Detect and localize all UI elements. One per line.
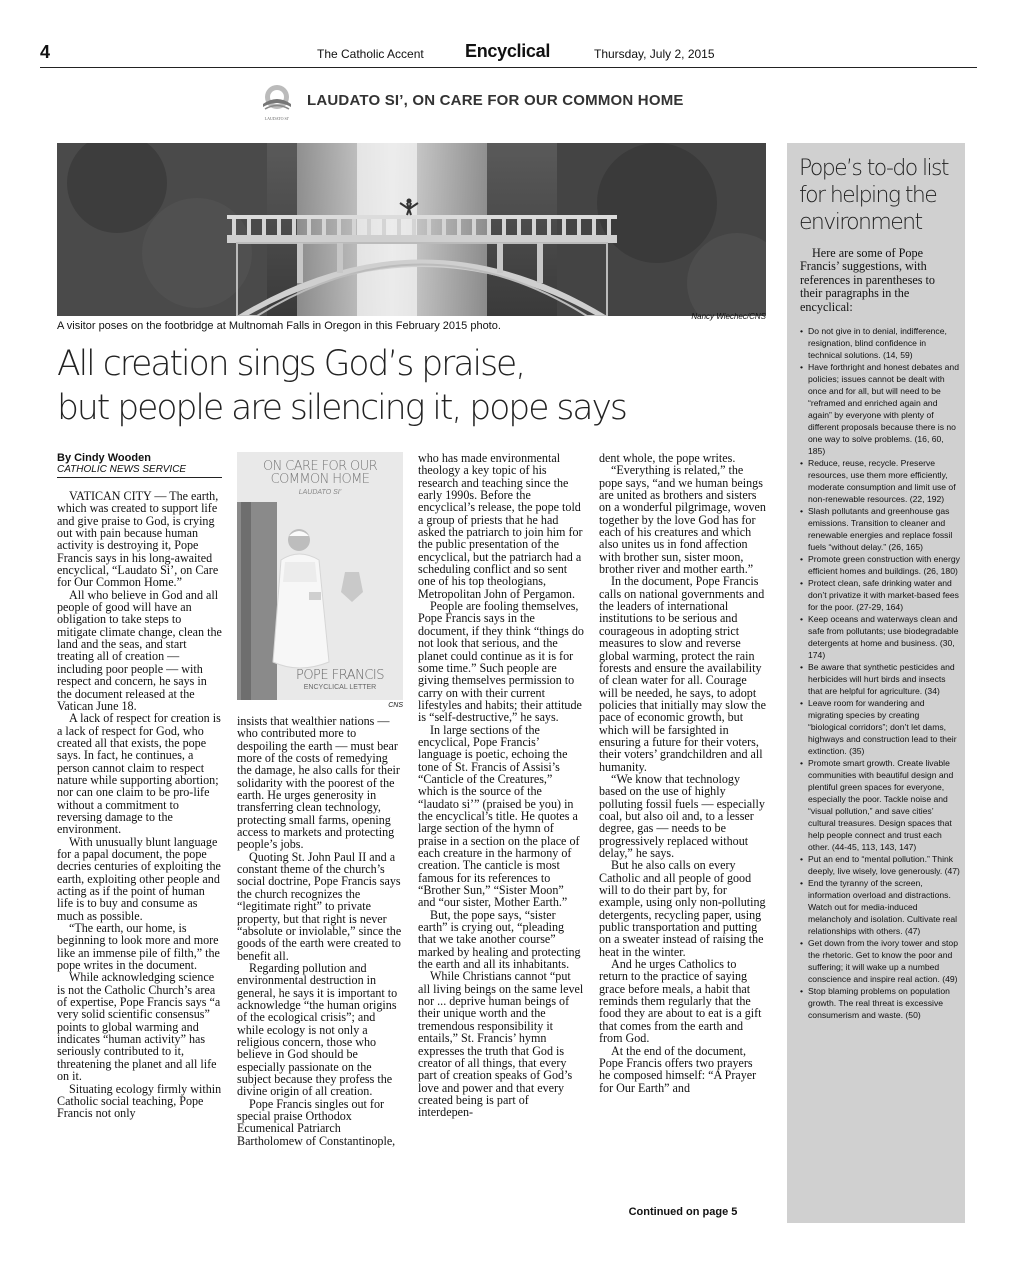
paragraph: “We know that technology based on the use of highly polluting fossil fuels — especially coal, but also oil and, to a lesser degree, gas — needs to be progressively replaced without delay,” he says. <box>599 771 765 860</box>
page-header <box>40 40 977 68</box>
logo-text: LAUDATO SI’ <box>264 116 290 121</box>
byline-org: CATHOLIC NEWS SERVICE <box>57 464 222 478</box>
list-item: • Get down from the ivory tower and stop the rhetoric. Get to know the poor and suffering; it will wake up a numbed conscience and inspire real action. (49) <box>800 937 960 985</box>
paragraph: But, the pope says, “sister earth” is crying out, “pleading that we take another course” marked by healing and protecting the earth and all its inhabitants. <box>418 907 581 972</box>
paragraph: VATICAN CITY — The earth, which was created to support life and give praise to God, is crying out with pain because human activity is destroying it, Pope Francis says in his long-awaited encyclical, “Laudato Si’, on Care for Our Common Home.” <box>57 490 219 590</box>
headline-line-2: but people are silencing it, pope says <box>57 388 626 428</box>
banner-title: LAUDATO SI’, ON CARE FOR OUR COMMON HOME <box>307 92 684 109</box>
list-item: • End the tyranny of the screen, information overload and distractions. Watch out for media-induced melancholy and isolation. Cultivate real relationships with others. (47) <box>800 877 960 937</box>
paragraph: While acknowledging science is not the Catholic Church’s area of expertise, Pope Francis says “a very solid scientific consensus” points to global warming and indicates “human activity” has seriously contributed to it, threatening the planet and all life on it. <box>57 970 221 1084</box>
cover-label: ENCYCLICAL LETTER <box>303 684 377 691</box>
paragraph: “Everything is related,” the pope says, “and we human beings are united as brothers and sisters on a wonderful pilgrimage, woven together by the love God has for each of his creatures and which also unites us in fond affection with brother sun, sister moon, brother river and mother earth.” <box>599 463 766 577</box>
encyclical-cover-image <box>237 452 403 700</box>
photo-caption: A visitor poses on the footbridge at Multnomah Falls in Oregon in this February 2015 photo. <box>57 320 501 332</box>
article-column-2 <box>237 715 403 1225</box>
list-item: • Reduce, reuse, recycle. Preserve resources, use them more efficiently, moderate consumption and limit use of non-renewable resources. (22, 192) <box>800 457 960 505</box>
cover-author-name: POPE FRANCIS <box>295 668 385 683</box>
list-item: • Stop blaming problems on population growth. The real threat is excessive consumerism and waste. (50) <box>800 985 960 1021</box>
list-item: • Keep oceans and waterways clean and safe from pollutants; use biodegradable detergents at home and business. (30, 174) <box>800 613 960 661</box>
paragraph: People are fooling themselves, Pope Francis says in the document, if they think “things do not look that serious, and the planet could continue as it is for some time.” Such people are giving themselves permission to carry on with their current lifestyles and habits; their attitude is “self-destructive,” he says. <box>418 599 584 725</box>
sidebar-list <box>800 325 960 1021</box>
laudato-si-logo <box>257 80 297 122</box>
list-item: • Put an end to “mental pollution.” Think deeply, live wisely, love generously. (47) <box>800 853 960 877</box>
sidebar-title: Pope’s to-do list for helping the environment <box>799 156 948 235</box>
pope-figure-illustration <box>237 452 403 700</box>
section-banner <box>257 80 777 122</box>
continued-jump-line: Continued on page 5 <box>628 1206 738 1218</box>
waterfall-bridge-illustration <box>57 143 766 316</box>
paragraph: Regarding pollution and environmental destruction in general, he says it is important to acknowledge “the human origins of the ecological crisis”; and while ecology is not only a religious concern, those who believe in God should be especially passionate on the subject because they profess the divine origin of all creation. <box>237 960 398 1099</box>
paragraph: But he also calls on every Catholic and all people of good will to do their part by, for example, using only non-polluting detergents, recycling paper, using public transportation and putting on a sweater instead of raising the heat in the winter. <box>599 858 766 959</box>
paragraph: Pope Francis singles out for special praise Orthodox Ecumenical Patriarch Bartholomew of Constantinople, <box>237 1096 396 1148</box>
page-number: 4 <box>40 42 51 62</box>
list-item: • Be aware that synthetic pesticides and herbicides will hurt birds and insects that are helpful for agriculture. (34) <box>800 661 960 697</box>
todo-sidebar <box>787 143 965 1223</box>
paragraph: All who believe in God and all people of good will have an obligation to take steps to mitigate climate change, clean the land and the seas, and start treating all of creation — including poor people — with respect and concern, he says in the document released at the Vatican June 18. <box>57 587 222 713</box>
paragraph: A lack of respect for creation is a lack of respect for God, who created all that exists, the pope says. In fact, he continues, a person cannot claim to respect nature while supporting abortion; nor can one claim to be pro-life without a commitment to reversing damage to the environment. <box>57 711 221 837</box>
paragraph: Situating ecology firmly within Catholic social teaching, Pope Francis not only <box>57 1081 222 1121</box>
article-column-1 <box>57 490 223 1225</box>
byline-author: By Cindy Wooden <box>57 452 151 464</box>
section-name: Encyclical <box>465 41 551 61</box>
paragraph: While Christians cannot “put all living beings on the same level nor ... deprive human beings of their unique worth and the tremendous responsibility it entails,” St. Francis’ hymn expresses the truth that God is creator of all things, that every part of creation speaks of God’s love and power and that every created being is part of interdepen- <box>418 969 584 1120</box>
paragraph: “The earth, our home, is beginning to look more and more like an immense pile of filth,” the pope writes in the document. <box>57 921 220 973</box>
photo-credit: Nancy Wiechec/CNS <box>691 312 766 321</box>
cover-credit: CNS <box>388 702 403 709</box>
issue-date: Thursday, July 2, 2015 <box>594 47 715 61</box>
cover-title-line-1: ON CARE FOR OUR <box>262 459 378 474</box>
headline-line-1: All creation sings God’s praise, <box>57 344 525 384</box>
paragraph: insists that wealthier nations — who contributed more to despoiling the earth — must bear more of the costs of remedying the damage, he also calls for their solidarity with the poorest of the earth. He urges generosity in transferring clean technology, protecting small farms, opening access to markets and protecting people’s jobs. <box>237 715 400 852</box>
paragraph: In large sections of the encyclical, Pope Francis’ language is poetic, echoing the tone of St. Francis of Assisi’s “Canticle of the Creatures,” which is the source of the “laudato si’” (praised be you) in the encyclical’s title. He quotes a large section of the hymn of praise in a section on the place of each creature in the harmony of creation. The canticle is most famous for its references to “Brother Sun,” “Sister Moon” and “our sister, Mother Earth.” <box>418 722 580 910</box>
list-item: • Do not give in to denial, indifference, resignation, blind confidence in technical solutions. (14, 59) <box>800 325 960 361</box>
article-column-4 <box>599 452 767 1200</box>
list-item: • Protect clean, safe drinking water and don’t privatize it with market-based fees for the poor. (27-29, 164) <box>800 577 960 613</box>
article-headline <box>57 342 772 430</box>
paragraph: And he urges Catholics to return to the practice of saying grace before meals, a habit that reminds them regularly that the food they are about to eat is a gift that comes from the earth and from God. <box>599 957 762 1046</box>
list-item: • Promote green construction with energy efficient homes and buildings. (26, 180) <box>800 553 960 577</box>
cover-subtitle: LAUDATO SI’ <box>298 489 342 496</box>
publication-name: The Catholic Accent <box>317 47 424 61</box>
paragraph: With unusually blunt language for a papal document, the pope decries centuries of exploiting the earth, exploiting other people and acting as if the point of human life is to buy and consume as much as possible. <box>57 834 221 923</box>
paragraph: who has made environmental theology a key topic of his research and teaching since the early 1990s. Before the encyclical’s release, the pope told a group of priests that he had asked the patriarch to join him for the public presentation of the encyclical, but the patriarch had a scheduling conflict and so sent one of his top theologians, Metropolitan John of Pergamon. <box>418 452 583 601</box>
main-photo <box>57 143 766 316</box>
paragraph: Quoting St. John Paul II and a constant theme of the church’s social doctrine, Pope Francis says the church recognizes the “legitimate right” to private property, but that right is never “absolute or inviolable,” since the goods of the earth were created to benefit all. <box>237 849 402 963</box>
paragraph: In the document, Pope Francis calls on national governments and the leaders of international institutions to be serious and courageous in adopting strict measures to slow and reverse global warming, protect the rain forests and ensure the availability of clean water for all. Courage will be needed, he says, to adopt policies that initially may slow the pace of economic growth, but which will be farsighted in ensuring a future for their voters, their voters’ grandchildren and all humanity. <box>599 574 766 774</box>
sidebar-intro: Here are some of Pope Francis’ suggestions, with references in parentheses to their paragraphs in the encyclical: <box>800 246 936 314</box>
cover-title-line-2: COMMON HOME <box>270 472 370 487</box>
list-item: • Leave room for wandering and migrating species by creating “biological corridors”; don’t let dams, highways and construction lead to their extinction. (35) <box>800 697 960 757</box>
paragraph: dent whole, the pope writes. <box>599 452 736 465</box>
paragraph: At the end of the document, Pope Francis offers two prayers he composed himself: “A Prayer for Our Earth” and <box>599 1043 757 1095</box>
article-column-3 <box>418 452 584 1225</box>
list-item: • Promote smart growth. Create livable communities with beautiful design and plentiful green spaces for everyone, especially the poor. Tackle noise and “visual pollution,” and save cities’ cultural treasures. Design spaces that help people connect and trust each other. (44-45, 113, 143, 147) <box>800 757 960 853</box>
list-item: • Have forthright and honest debates and policies; issues cannot be dealt with once and for all, but will need to be “reframed and enriched again and again” by everyone with plenty of different proposals because there is no one way to solve problems. (16, 60, 185) <box>800 361 960 457</box>
list-item: • Slash pollutants and greenhouse gas emissions. Transition to cleaner and renewable energies and replace fossil fuels “without delay.” (26, 165) <box>800 505 960 553</box>
